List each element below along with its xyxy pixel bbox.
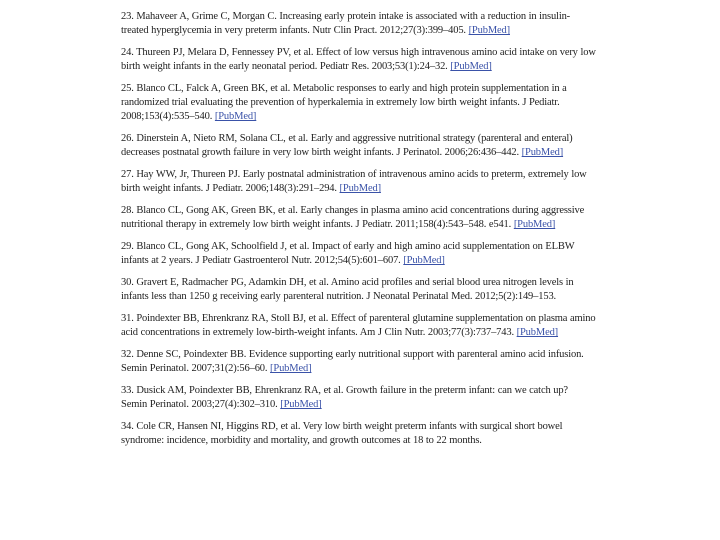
pubmed-link[interactable]: [PubMed] xyxy=(516,327,559,338)
reference-list xyxy=(121,10,596,456)
pubmed-link[interactable]: [PubMed] xyxy=(339,183,381,194)
reference-27 xyxy=(121,168,596,196)
reference-23 xyxy=(121,10,596,38)
reference-31 xyxy=(121,312,596,340)
reference-text: 28. Blanco CL, Gong AK, Green BK, et al. Early changes in plasma amino acid concentrations during aggressive nutritional therapy in extremely low birth weight infants. J Pediatr. 2011;158(4):543–548. e541. xyxy=(121,205,585,230)
reference-28 xyxy=(121,204,596,232)
reference-25 xyxy=(121,82,596,124)
reference-text: 30. Gravert E, Radmacher PG, Adamkin DH, et al. Amino acid profiles and serial blood urea nitrogen levels in infants less than 1250 g receiving early parenteral nutrition. J Neonatal Perinatal Med. 2012;5(2):149–153. xyxy=(121,277,574,302)
reference-29 xyxy=(121,240,596,268)
reference-text: 24. Thureen PJ, Melara D, Fennessey PV, et al. Effect of low versus high intravenous amino acid intake on very low birth weight infants in the early neonatal period. Pediatr Res. 2003;53(1):24–32. xyxy=(121,47,596,72)
reference-text: 29. Blanco CL, Gong AK, Schoolfield J, et al. Impact of early and high amino acid supplementation on ELBW infants at 2 years. J Pediatr Gastroenterol Nutr. 2012;54(5):601–607. xyxy=(121,241,575,266)
pubmed-link[interactable]: [PubMed] xyxy=(214,111,257,122)
reference-30 xyxy=(121,276,596,304)
pubmed-link[interactable]: [PubMed] xyxy=(270,363,312,374)
pubmed-link[interactable]: [PubMed] xyxy=(468,25,510,36)
reference-32 xyxy=(121,348,596,376)
reference-26 xyxy=(121,132,596,160)
reference-34 xyxy=(121,420,596,448)
reference-text: 23. Mahaveer A, Grime C, Morgan C. Increasing early protein intake is associated with a reduction in insulin-treated hyperglycemia in very preterm infants. Nutr Clin Pract. 2012;27(3):399–405. xyxy=(121,11,571,36)
reference-text: 34. Cole CR, Hansen NI, Higgins RD, et al. Very low birth weight preterm infants with surgical short bowel syndrome: incidence, morbidity and mortality, and growth outcomes at 18 to 22 months. xyxy=(121,421,563,446)
pubmed-link[interactable]: [PubMed] xyxy=(513,219,556,230)
reference-text: 26. Dinerstein A, Nieto RM, Solana CL, et al. Early and aggressive nutritional strategy (parenteral and enteral) decreases postnatal growth failure in very low birth weight infants. J Perinatol. 2006;26:436–442. xyxy=(121,133,573,158)
pubmed-link[interactable]: [PubMed] xyxy=(403,255,445,266)
reference-33 xyxy=(121,384,596,412)
reference-text: 31. Poindexter BB, Ehrenkranz RA, Stoll BJ, et al. Effect of parenteral glutamine supplementation on plasma amino acid concentrations in extremely low-birth-weight infants. Am J Clin Nutr. 2003;77(3):737–743. xyxy=(121,313,596,338)
pubmed-link[interactable]: [PubMed] xyxy=(280,399,322,410)
reference-text: 32. Denne SC, Poindexter BB. Evidence supporting early nutritional support with parenteral amino acid infusion. Semin Perinatol. 2007;31(2):56–60. xyxy=(121,349,584,374)
reference-text: 33. Dusick AM, Poindexter BB, Ehrenkranz RA, et al. Growth failure in the preterm infant: can we catch up? Semin Perinatol. 2003;27(4):302–310. xyxy=(121,385,568,410)
reference-24 xyxy=(121,46,596,74)
reference-text: 25. Blanco CL, Falck A, Green BK, et al. Metabolic responses to early and high protein supplementation in a randomized trial evaluating the prevention of hyperkalemia in extremely low birth weight infants. J Pediatr. 2008;153(4):535–540. xyxy=(121,83,567,122)
pubmed-link[interactable]: [PubMed] xyxy=(450,61,492,72)
pubmed-link[interactable]: [PubMed] xyxy=(521,147,564,158)
reference-text: 27. Hay WW, Jr, Thureen PJ. Early postnatal administration of intravenous amino acids to preterm, extremely low birth weight infants. J Pediatr. 2006;148(3):291–294. xyxy=(121,169,587,194)
